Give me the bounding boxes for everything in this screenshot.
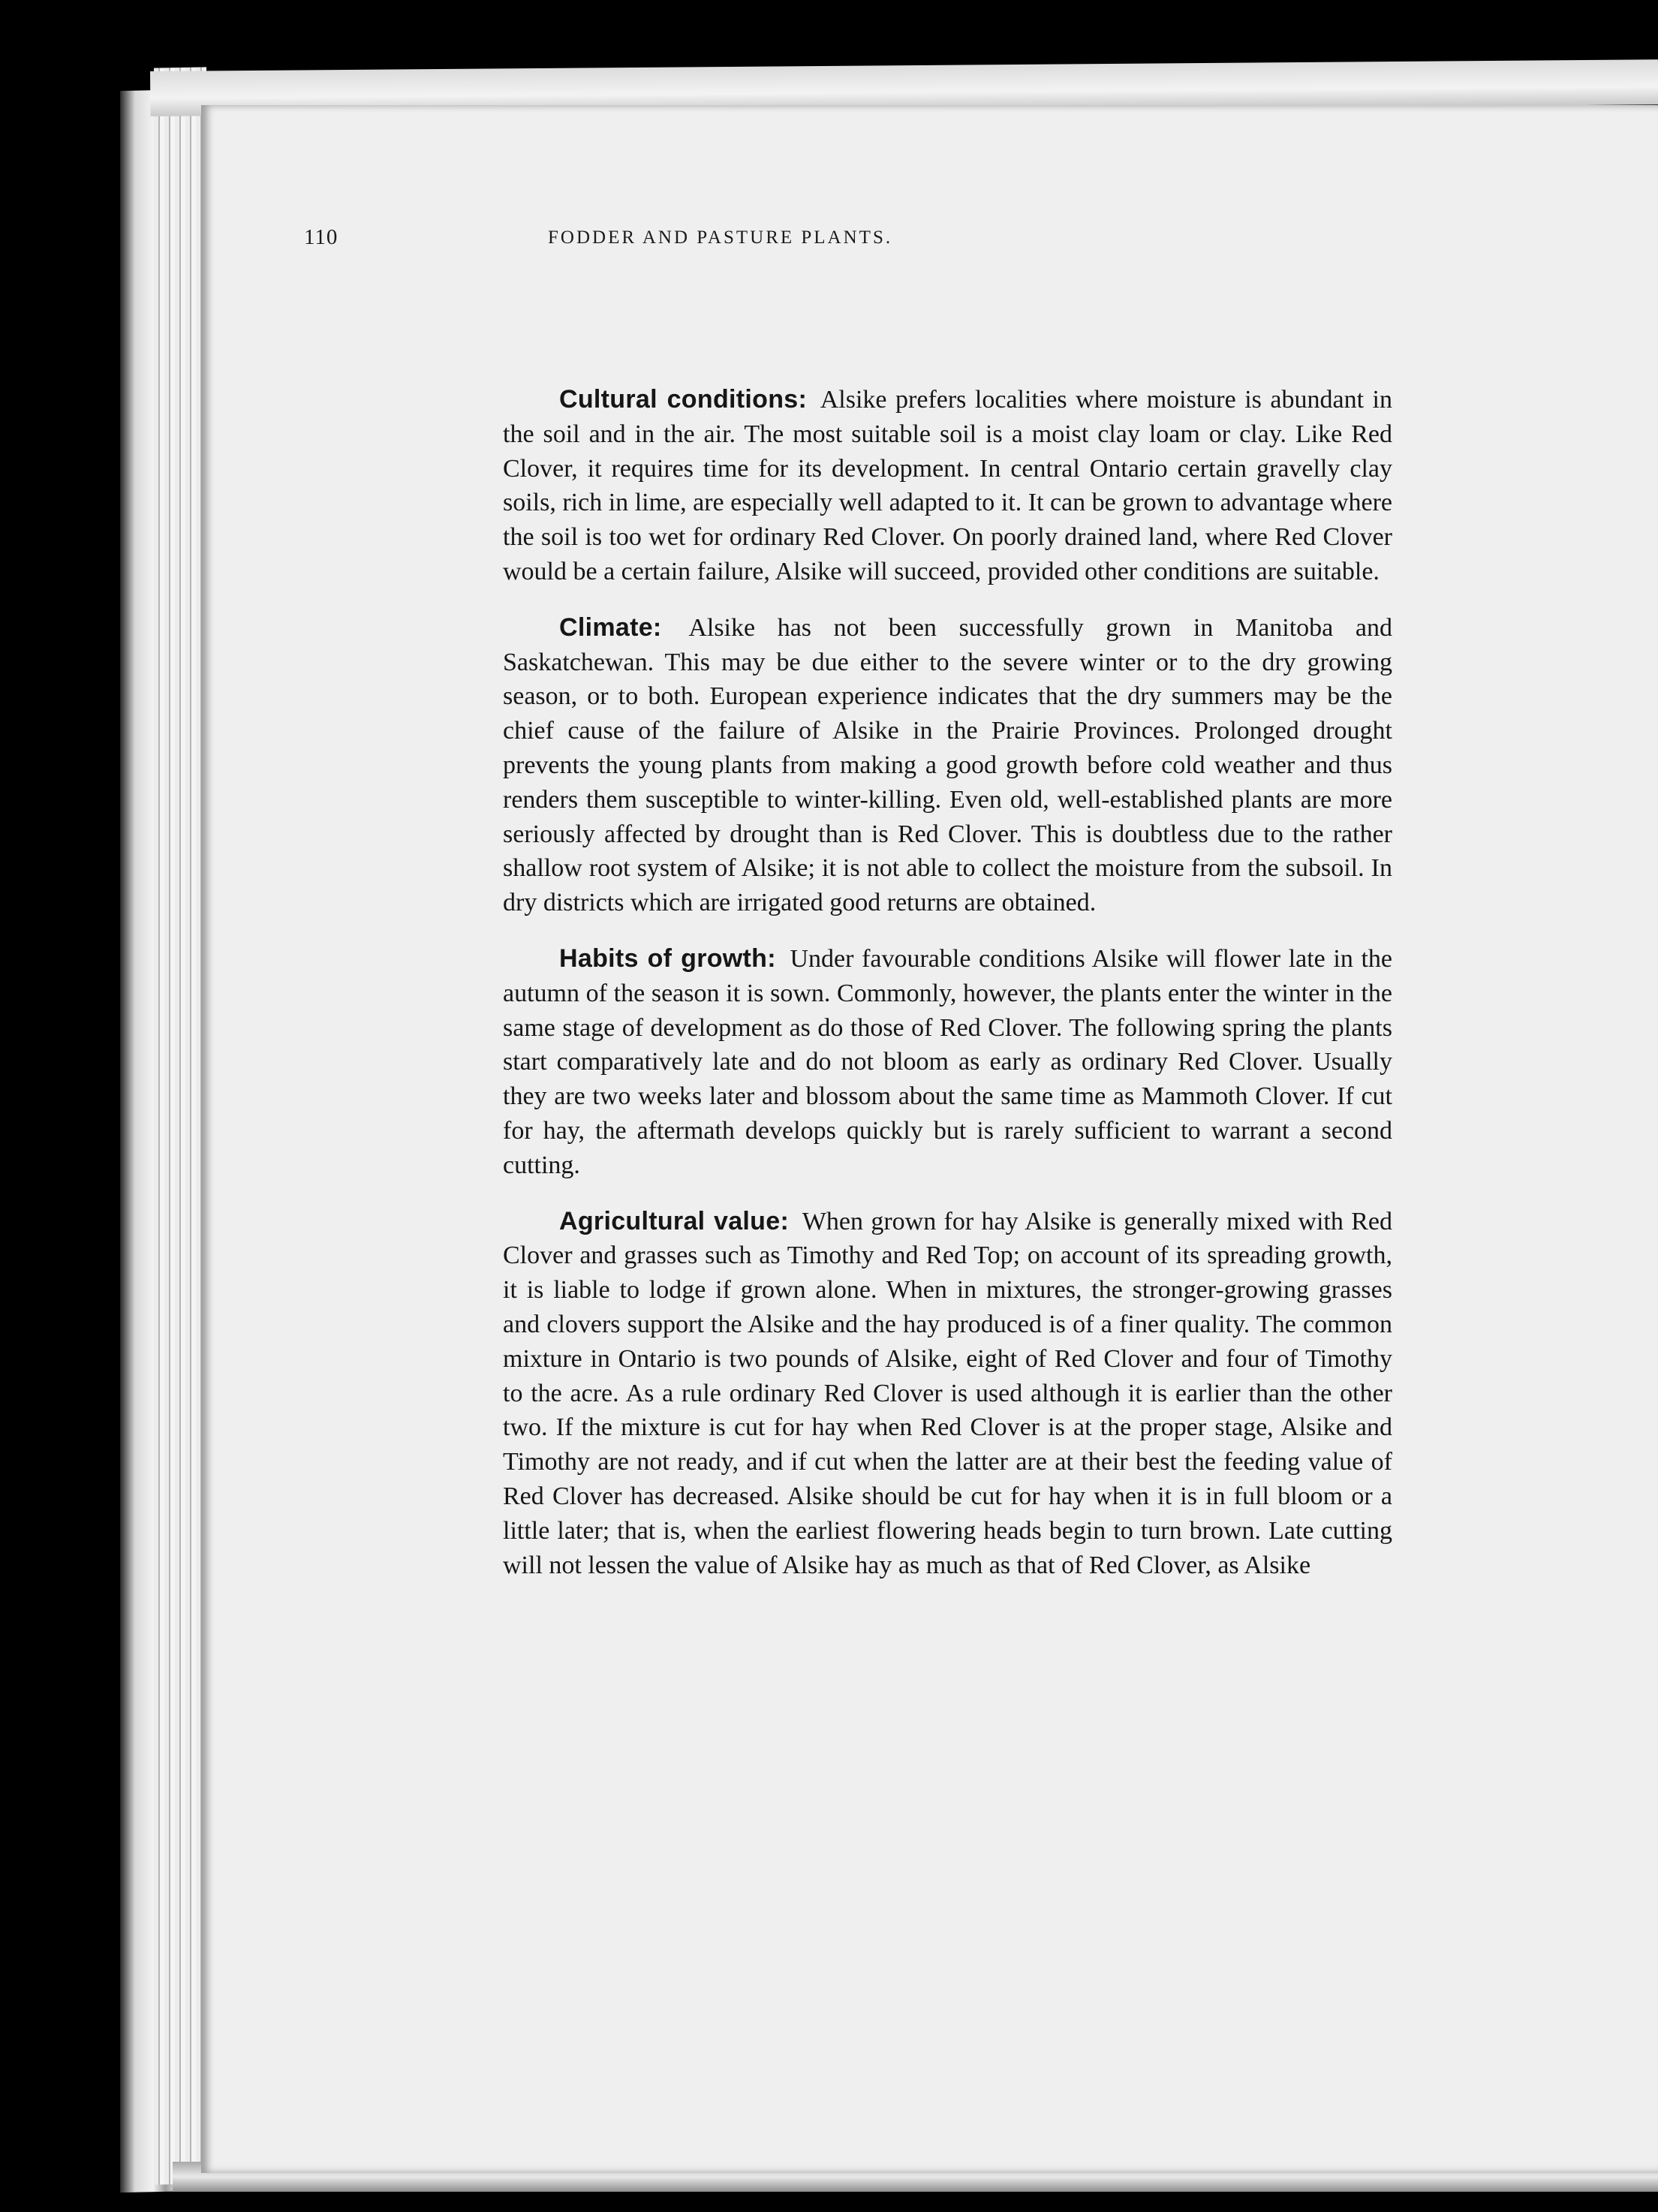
paragraph-heading: Habits of growth:	[559, 943, 776, 973]
paragraph-cultural-conditions	[503, 383, 1392, 589]
paragraph-agricultural-value	[503, 1205, 1392, 1583]
paragraph-text: When grown for hay Alsike is generally mixed with Red Clover and grasses such as Timothy and Red Top; on account of its spreading growth, it is liable to lodge if grown alone. When in mixtures, the stronger-growing grasses and clovers support the Alsike and the hay produced is of a finer quality. The common mixture in Ontario is two pounds of Alsike, eight of Red Clover and four of Timothy to the acre. As a rule ordinary Red Clover is used although it is earlier than the other two. If the mixture is cut for hay when Red Clover is at the proper stage, Alsike and Timothy are not ready, and if cut when the latter are at their best the feeding value of Red Clover has decreased. Alsike should be cut for hay when it is in full bloom or a little later; that is, when the earliest flowering heads begin to turn brown. Late cutting will not lessen the value of Alsike hay as much as that of Red Clover, as Alsike	[503, 1207, 1392, 1579]
paragraph-climate	[503, 611, 1392, 920]
paragraph-text: Under favourable conditions Alsike will flower late in the autumn of the season it is sown. Commonly, however, the plants enter the winter in the same stage of development as do those of Red Clover. The following spring the plants start comparatively late and do not bloom as early as ordinary Red Clover. Usually they are two weeks later and blossom about the same time as Mammoth Clover. If cut for hay, the aftermath develops quickly but is rarely sufficient to warrant a second cutting.	[503, 944, 1392, 1179]
paragraph-heading: Climate:	[559, 612, 662, 642]
page-stack-leaves	[154, 67, 206, 2184]
body-text	[503, 383, 1392, 1604]
scan-speck	[766, 2199, 785, 2205]
page-number: 110	[304, 225, 339, 249]
paragraph-habits-of-growth	[503, 942, 1392, 1183]
paragraph-heading: Cultural conditions:	[559, 385, 808, 414]
paragraph-text: Alsike prefers localities where moisture is abundant in the soil and in the air. The most suitable soil is a moist clay loam or clay. Like Red Clover, it requires time for its development. In central Ontario certain gravelly clay soils, rich in lime, are especially well adapted to it. It can be grown to advantage where the soil is too wet for ordinary Red Clover. On poorly drained land, where Red Clover would be a certain failure, Alsike will succeed, provided other conditions are suitable.	[503, 386, 1392, 585]
running-title: FODDER AND PASTURE PLANTS.	[548, 227, 893, 248]
paragraph-text: Alsike has not been successfully grown in Manitoba and Saskatchewan. This may be due either to the severe winter or to the dry growing season, or to both. European experience indicates that the dry summers may be the chief cause of the failure of Alsike in the Prairie Provinces. Prolonged drought prevents the young plants from making a good growth before cold weather and thus renders them susceptible to winter-killing. Even old, well-established plants are more seriously affected by drought than is Red Clover. This is doubtless due to the rather shallow root system of Alsike; it is not able to collect the moisture from the subsoil. In dry districts which are irrigated good returns are obtained.	[503, 613, 1393, 917]
paragraph-heading: Agricultural value:	[559, 1206, 790, 1235]
scan-speck	[932, 3, 937, 8]
